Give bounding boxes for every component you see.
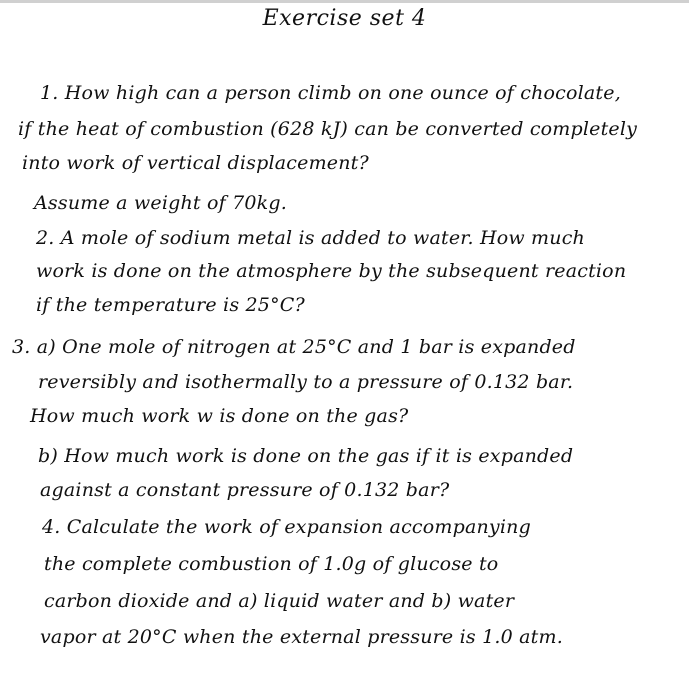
q3a-line-1: 3. a) One mole of nitrogen at 25°C and 1 bar is expanded (12, 336, 576, 358)
q1-line-3: into work of vertical displacement? (22, 152, 369, 174)
q3b-line-2: against a constant pressure of 0.132 bar? (40, 479, 450, 501)
q4-line-3: carbon dioxide and a) liquid water and b) water (44, 590, 515, 612)
top-divider (0, 0, 689, 3)
q2-line-1: 2. A mole of sodium metal is added to water. How much (36, 227, 585, 249)
q3b-line-1: b) How much work is done on the gas if it is expanded (38, 445, 574, 467)
q3a-line-2: reversibly and isothermally to a pressure of 0.132 bar. (38, 371, 574, 393)
q4-line-2: the complete combustion of 1.0g of glucose to (44, 553, 499, 575)
q4-line-4: vapor at 20°C when the external pressure is 1.0 atm. (40, 626, 563, 648)
q3a-line-3: How much work w is done on the gas? (30, 405, 409, 427)
q1-line-2: if the heat of combustion (628 kJ) can be converted completely (18, 118, 638, 140)
q4-line-1: 4. Calculate the work of expansion accompanying (42, 516, 531, 538)
page-title: Exercise set 4 (262, 6, 427, 31)
q1-line-1: 1. How high can a person climb on one ounce of chocolate, (40, 82, 621, 104)
q1-line-4: Assume a weight of 70kg. (34, 192, 287, 214)
q2-line-2: work is done on the atmosphere by the subsequent reaction (36, 260, 627, 282)
q2-line-3: if the temperature is 25°C? (36, 294, 305, 316)
